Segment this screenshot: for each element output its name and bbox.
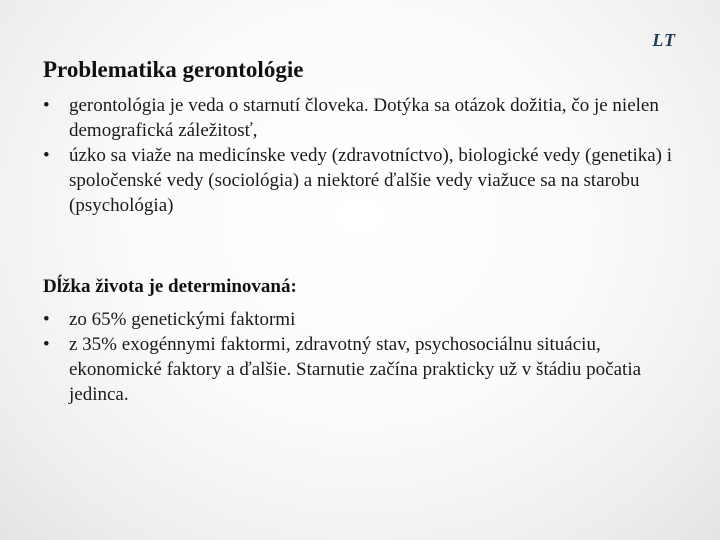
list-item-text: z 35% exogénnymi faktormi, zdravotný stav, psychosociálnu situáciu, ekonomické faktory a ďalšie. Starnutie začína prakticky už v štádiu počatia jedinca. bbox=[69, 334, 642, 405]
bullet-list-determinants bbox=[43, 307, 683, 407]
slide-title: Problematika gerontológie bbox=[43, 57, 304, 82]
bullet-icon: • bbox=[43, 309, 50, 330]
bullet-list-intro bbox=[43, 93, 683, 218]
list-item bbox=[43, 307, 683, 332]
list-item bbox=[43, 332, 683, 407]
list-item-text: zo 65% genetickými faktormi bbox=[69, 309, 296, 330]
bullet-icon: • bbox=[43, 145, 50, 166]
bullet-icon: • bbox=[43, 95, 50, 116]
list-item-text: gerontológia je veda o starnutí človeka. Dotýka sa otázok dožitia, čo je nielen demografická záležitosť, bbox=[69, 95, 659, 141]
list-item bbox=[43, 143, 683, 218]
corner-mark: LT bbox=[652, 30, 676, 50]
section-heading: Dĺžka života je determinovaná: bbox=[43, 276, 297, 297]
list-item-text: úzko sa viaže na medicínske vedy (zdravotníctvo), biologické vedy (genetika) i spoločenské vedy (sociológia) a niektoré ďalšie vedy viažuce sa na starobu (psychológia) bbox=[69, 145, 673, 216]
bullet-icon: • bbox=[43, 334, 50, 355]
list-item bbox=[43, 93, 683, 143]
